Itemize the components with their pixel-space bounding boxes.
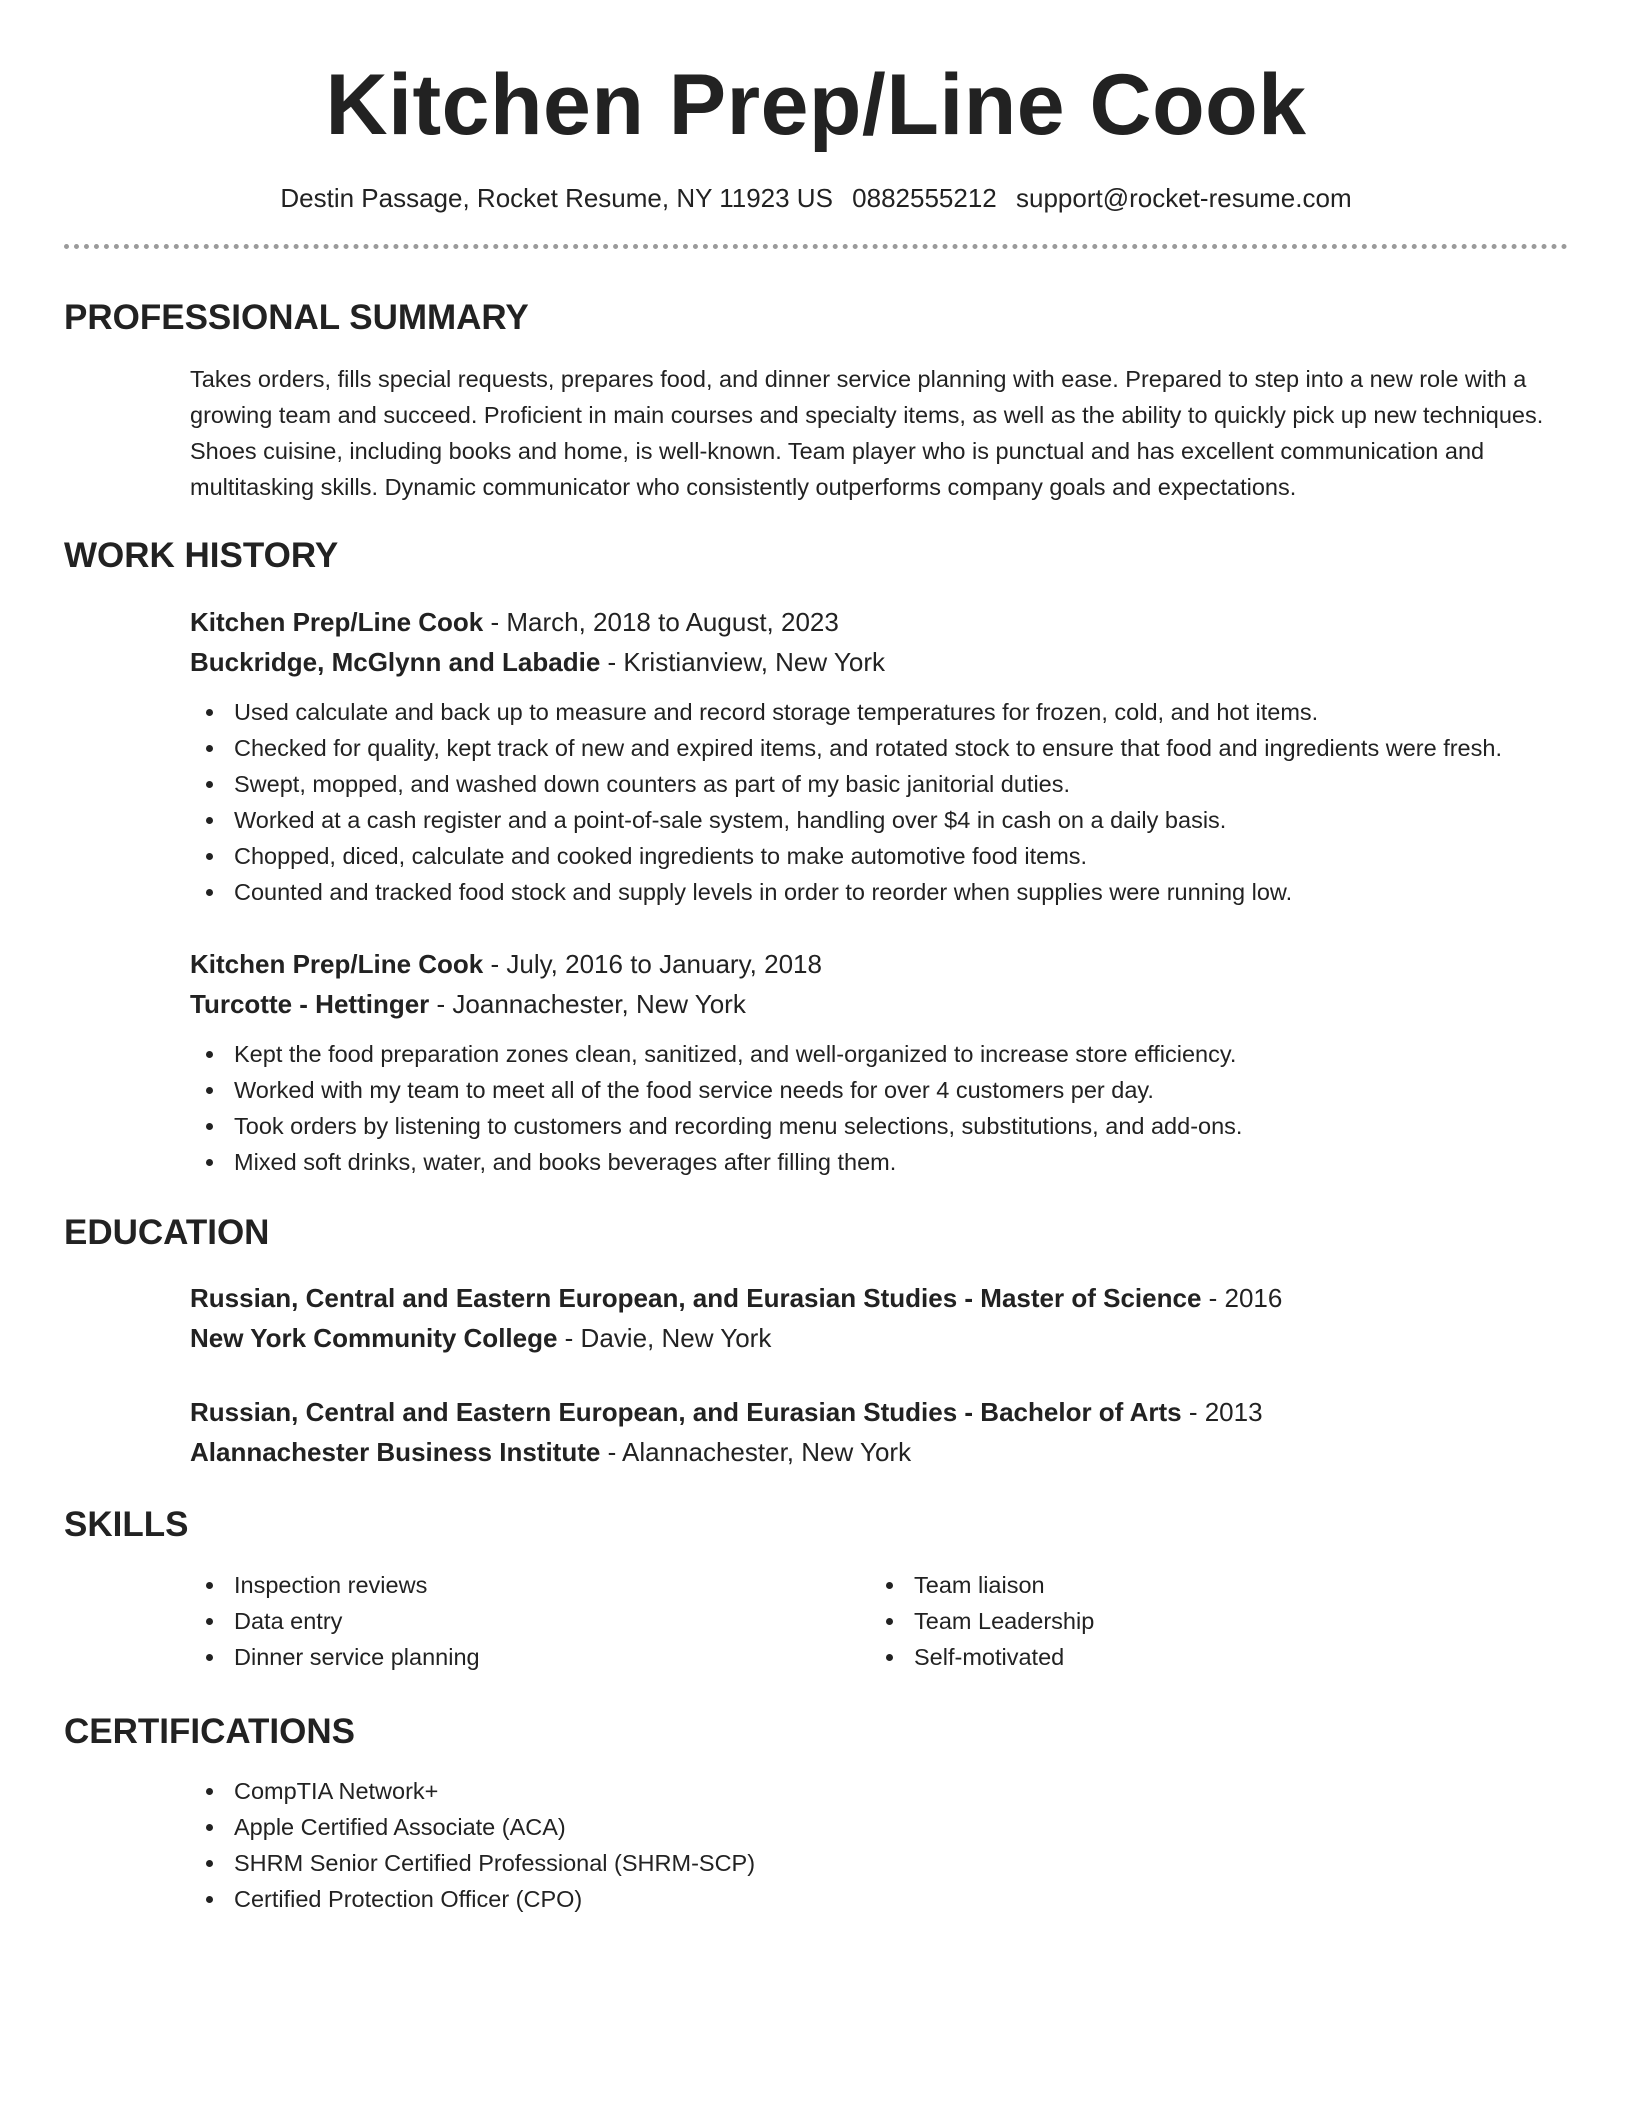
degree: Russian, Central and Eastern European, and Eurasian Studies - Bachelor of Arts bbox=[190, 1397, 1182, 1428]
job-company: Turcotte - Hettinger bbox=[190, 988, 430, 1019]
list-item: Dinner service planning bbox=[190, 1639, 870, 1675]
certifications-list bbox=[190, 1773, 1568, 1917]
degree-year: - 2013 bbox=[1181, 1397, 1263, 1428]
degree: Russian, Central and Eastern European, and Eurasian Studies - Master of Science bbox=[190, 1283, 1202, 1314]
job-bullets bbox=[190, 1036, 1568, 1180]
list-item: Checked for quality, kept track of new and expired items, and rotated stock to ensure that food and ingredients were fresh. bbox=[190, 730, 1568, 766]
header-divider bbox=[64, 244, 1568, 249]
list-item: Team Leadership bbox=[870, 1603, 1550, 1639]
skills-content bbox=[190, 1567, 1568, 1675]
job-role: Kitchen Prep/Line Cook bbox=[190, 606, 484, 637]
list-item: Swept, mopped, and washed down counters as part of my basic janitorial duties. bbox=[190, 766, 1568, 802]
job-dates: - July, 2016 to January, 2018 bbox=[483, 948, 822, 979]
certifications-section bbox=[64, 1713, 1568, 1918]
skills-section bbox=[64, 1506, 1568, 1675]
job-dates: - March, 2018 to August, 2023 bbox=[483, 606, 839, 637]
skills-right-list bbox=[870, 1567, 1550, 1675]
school-line bbox=[190, 1432, 1568, 1472]
contact-line bbox=[64, 183, 1568, 214]
list-item: Worked with my team to meet all of the food service needs for over 4 customers per day. bbox=[190, 1072, 1568, 1108]
list-item: Took orders by listening to customers and recording menu selections, substitutions, and add-ons. bbox=[190, 1108, 1568, 1144]
job-title-line bbox=[190, 944, 1568, 984]
list-item: Worked at a cash register and a point-of-sale system, handling over $4 in cash on a daily basis. bbox=[190, 802, 1568, 838]
certifications-content bbox=[190, 1773, 1568, 1917]
summary-section bbox=[64, 299, 1568, 506]
school: New York Community College bbox=[190, 1323, 558, 1354]
school-location: - Davie, New York bbox=[557, 1323, 772, 1354]
job-company-line bbox=[190, 642, 1568, 682]
list-item: Chopped, diced, calculate and cooked ingredients to make automotive food items. bbox=[190, 838, 1568, 874]
job-title-line bbox=[190, 602, 1568, 642]
summary-text: Takes orders, fills special requests, prepares food, and dinner service planning with ease. Prepared to step into a new role with a growing team and succeed. Proficient in main courses and specialty items, as well as the ability to quickly pick up new techniques. Shoes cuisine, including books and home, is well-known. Team player who is punctual and has excellent communication and multitasking skills. Dynamic communicator who consistently outperforms company goals and expectations. bbox=[190, 366, 1544, 501]
list-item: Mixed soft drinks, water, and books beverages after filling them. bbox=[190, 1144, 1568, 1180]
list-item: Certified Protection Officer (CPO) bbox=[190, 1881, 1568, 1917]
job-location: - Kristianview, New York bbox=[600, 646, 885, 677]
list-item: CompTIA Network+ bbox=[190, 1773, 1568, 1809]
work-title: WORK HISTORY bbox=[64, 536, 339, 576]
job-location: - Joannachester, New York bbox=[429, 988, 746, 1019]
list-item: Apple Certified Associate (ACA) bbox=[190, 1809, 1568, 1845]
education-entry bbox=[190, 1392, 1568, 1472]
degree-line bbox=[190, 1392, 1568, 1432]
work-section bbox=[64, 537, 1568, 1180]
list-item: Counted and tracked food stock and supply levels in order to reorder when supplies were running low. bbox=[190, 874, 1568, 910]
summary-title: PROFESSIONAL SUMMARY bbox=[64, 297, 529, 337]
work-content bbox=[190, 602, 1568, 1180]
list-item: Self-motivated bbox=[870, 1639, 1550, 1675]
list-item: Kept the food preparation zones clean, sanitized, and well-organized to increase store efficiency. bbox=[190, 1036, 1568, 1072]
list-item: Used calculate and back up to measure and record storage temperatures for frozen, cold, and hot items. bbox=[190, 694, 1568, 730]
contact-email: support@rocket-resume.com bbox=[1016, 182, 1352, 213]
summary-content bbox=[190, 361, 1568, 505]
skills-left-list bbox=[190, 1567, 870, 1675]
contact-address: Destin Passage, Rocket Resume, NY 11923 US bbox=[280, 182, 833, 213]
school-location: - Alannachester, New York bbox=[600, 1437, 912, 1468]
degree-year: - 2016 bbox=[1201, 1283, 1283, 1314]
list-item: SHRM Senior Certified Professional (SHRM-SCP) bbox=[190, 1845, 1568, 1881]
job-entry bbox=[190, 602, 1568, 910]
degree-line bbox=[190, 1278, 1568, 1318]
education-section bbox=[64, 1214, 1568, 1473]
job-company-line bbox=[190, 984, 1568, 1024]
job-entry bbox=[190, 944, 1568, 1180]
job-role: Kitchen Prep/Line Cook bbox=[190, 948, 484, 979]
skills-title: SKILLS bbox=[64, 1505, 189, 1545]
job-company: Buckridge, McGlynn and Labadie bbox=[190, 646, 601, 677]
resume-name: Kitchen Prep/Line Cook bbox=[325, 57, 1307, 153]
education-content bbox=[190, 1278, 1568, 1472]
certifications-title: CERTIFICATIONS bbox=[64, 1711, 356, 1751]
job-bullets bbox=[190, 694, 1568, 910]
list-item: Data entry bbox=[190, 1603, 870, 1639]
school-line bbox=[190, 1318, 1568, 1358]
education-title: EDUCATION bbox=[64, 1212, 270, 1252]
contact-phone: 0882555212 bbox=[852, 182, 997, 213]
school: Alannachester Business Institute bbox=[190, 1437, 601, 1468]
education-entry bbox=[190, 1278, 1568, 1358]
list-item: Team liaison bbox=[870, 1567, 1550, 1603]
list-item: Inspection reviews bbox=[190, 1567, 870, 1603]
